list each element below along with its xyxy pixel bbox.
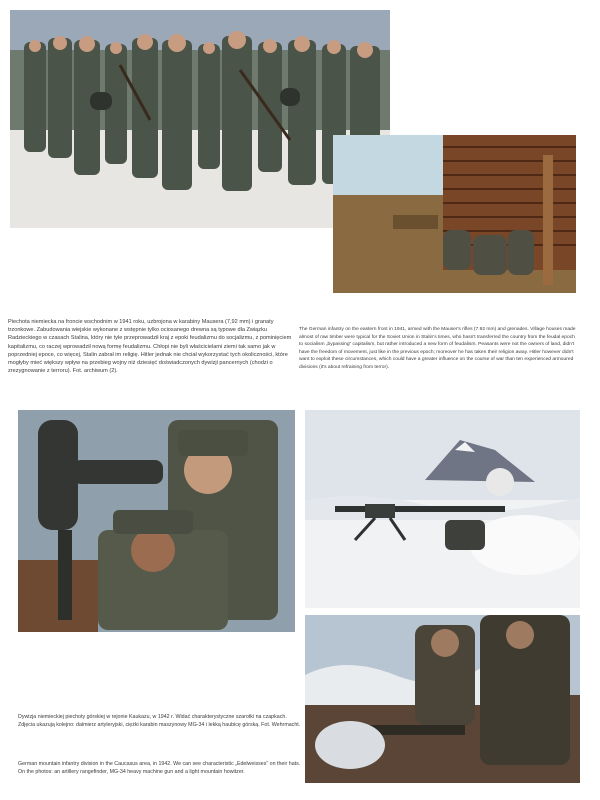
rangefinder-photo (18, 410, 295, 632)
caption-polish-mountain: Dywizja niemieckiej piechoty górskiej w rejonie Kaukazu, w 1942 r. Widać charakterystyczne szarotki na czapkach. Zdjęcia ukazują kolejno: dalmierz artyleryjski, ciężki karabin maszynowy MG-34 i lekką haubicę górską. Fot. Wehrmacht. (18, 714, 301, 729)
caption-polish-infantry: Piechota niemiecka na froncie wschodnim w 1941 roku, uzbrojona w karabiny Mausera (7,92 mm) i granaty trzonkowe. Zabudowania wiejskie wykonane z wstępnie tylko ociosanego drewna są typowe dla Związku Radzieckiego w czasach Stalina, który nie tyle przeprowadził kraj z epoki feudalizmu do socjalizmu, z pominięciem kapitalizmu, co raczej wprowadził nową formę feudalizmu. Chłopi nie byli właścicielami ziemi tak samo jak w poprzedniej epoce, co więcej, Stalin zabrał im religię. Hitler jednak nie chciał wykorzystać tych okoliczności, które mogłyby mieć większy wpływ na przebieg wojny niż dziesięć doświadczonych dywizji pancernych (chodzi o zrezygnowanie z terroru). Fot. archiwum (2). (8, 319, 292, 375)
howitzer-image (305, 615, 580, 783)
machine-gun-photo (305, 410, 580, 608)
rangefinder-image (18, 410, 295, 632)
caption-english-mountain: German mountain infantry division in the Caucasus area, in 1942. We can see characteristic „Edelweisses” on their hats. On the photos: an artillery rangefinder, MG-34 heavy machine gun and a light mountain howitzer. (18, 761, 301, 776)
machine-gun-image (305, 410, 580, 608)
village-houses-image (333, 135, 576, 293)
howitzer-photo (305, 615, 580, 783)
village-houses-photo (333, 135, 576, 293)
caption-english-infantry: The German infantry on the eastern front in 1941, armed with the Mauser's rifles (7.92 mm) and grenades. Village houses made almost of raw timber were typical for the Soviet Union in Stalin's times, who hasn't transferred the country from the feudal epoch to socialism „bypassing” capitalism, but rather introduced a new form of feudalism. Peasants were not the owners of land, didn't have the freedom of movement, just like in the previous epoch; moreover he has taken their religion away. Hitler however didn't want to exploit these circumstances, which could have a greater influence on the course of war than ten experienced armoured divisions (it's about refraining from terror). (299, 327, 576, 370)
